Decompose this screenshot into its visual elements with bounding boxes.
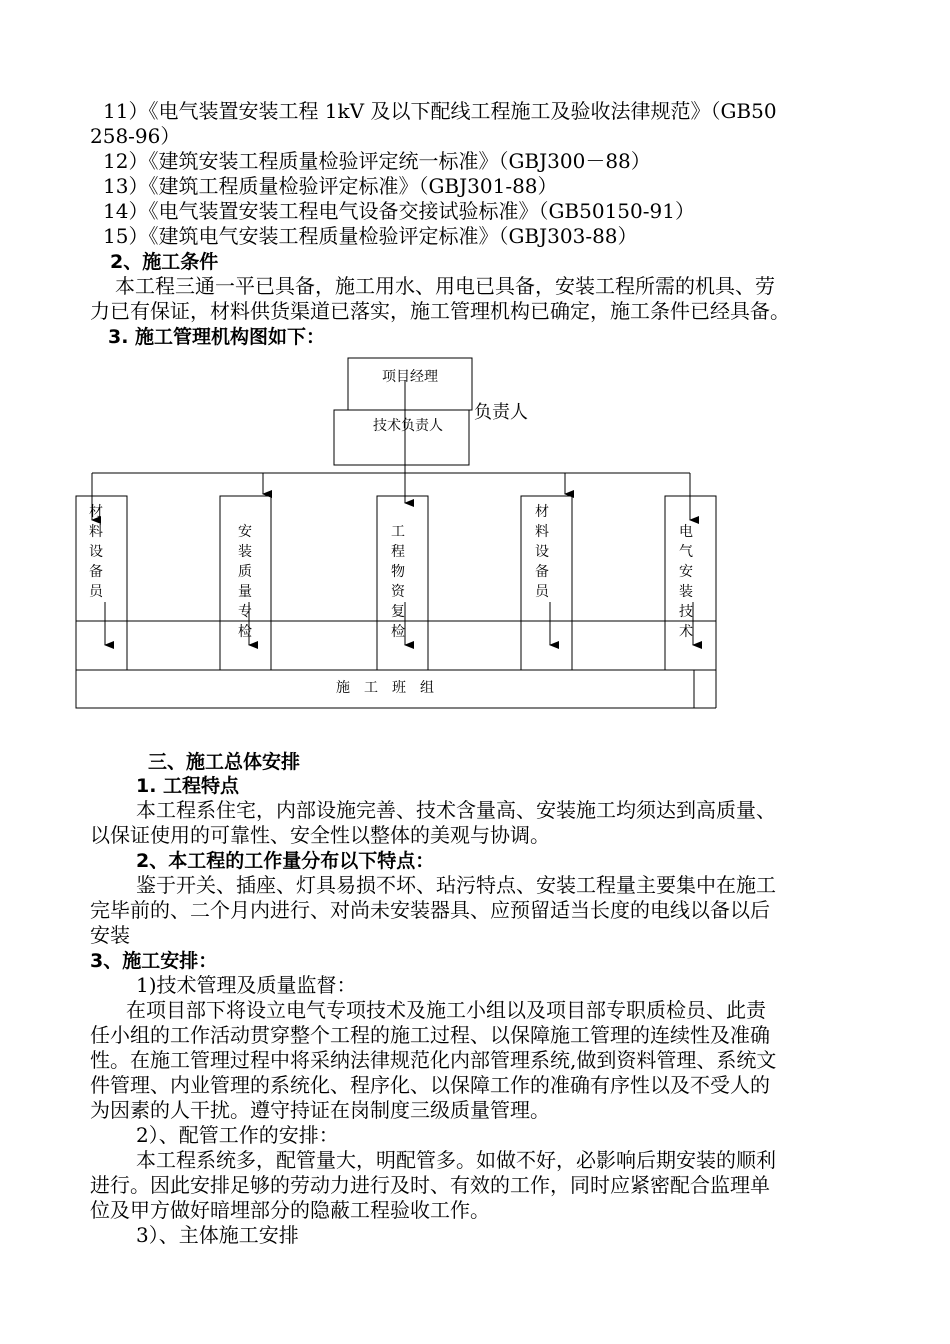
org-col-label: 工程物资复检 xyxy=(391,524,405,640)
org-col-label: 电气安装技术 xyxy=(679,524,693,640)
section-title: 三、施工总体安排 xyxy=(148,751,301,773)
org-col-label: 材料设备员 xyxy=(89,504,103,600)
org-overflow-label: 负责人 xyxy=(474,402,528,423)
section-title: 1. 工程特点 xyxy=(136,775,240,797)
org-col-label: 安装质量专检 xyxy=(238,524,252,640)
paragraph-line: 件管理、内业管理的系统化、程序化、以保障工作的准确有序性以及不受人的 xyxy=(90,1073,770,1097)
paragraph-line: 本工程系统多，配管量大，明配管多。如做不好，必影响后期安装的顺利 xyxy=(136,1148,776,1172)
paragraph-line: 进行。因此安排足够的劳动力进行及时、有效的工作，同时应紧密配合监理单 xyxy=(90,1173,770,1197)
paragraph-line: 安装 xyxy=(90,923,130,947)
paragraph-line: 力已有保证，材料供货渠道已落实，施工管理机构已确定，施工条件已经具备。 xyxy=(90,299,790,323)
subsection-title: 2）、配管工作的安排： xyxy=(136,1123,339,1147)
paragraph-line: 以保证使用的可靠性、安全性以整体的美观与协调。 xyxy=(90,823,550,847)
standard-line: 13）《建筑工程质量检验评定标准》（GBJ301-88） xyxy=(103,174,558,198)
subsection-title: 1)技术管理及质量监督： xyxy=(136,973,357,997)
org-top-label: 项目经理 xyxy=(382,369,438,385)
paragraph-line: 本工程系住宅，内部设施完善、技术含量高、安装施工均须达到高质量、 xyxy=(136,798,776,822)
paragraph-line: 位及甲方做好暗埋部分的隐蔽工程验收工作。 xyxy=(90,1198,490,1222)
standard-line: 12）《建筑安装工程质量检验评定统一标准》（GBJ300－88） xyxy=(103,149,651,173)
paragraph-line: 在项目部下将设立电气专项技术及施工小组以及项目部专职质检员、此责 xyxy=(126,998,766,1022)
standard-line: 11）《电气装置安装工程 1kV 及以下配线工程施工及验收法律规范》（GB50 xyxy=(103,99,777,123)
org-second-label: 技术负责人 xyxy=(373,418,443,434)
subsection-title: 3）、主体施工安排 xyxy=(136,1223,299,1247)
section-title: 3. 施工管理机构图如下： xyxy=(108,326,326,348)
section-title: 3、施工安排： xyxy=(90,950,218,972)
org-col-label: 材料设备员 xyxy=(535,504,549,600)
paragraph-line: 任小组的工作活动贯穿整个工程的施工过程、以保障施工管理的连续性及准确 xyxy=(90,1023,770,1047)
section-title: 2、施工条件 xyxy=(110,251,219,273)
paragraph-line: 鉴于开关、插座、灯具易损不坏、玷污特点、安装工程量主要集中在施工 xyxy=(136,873,776,897)
standard-line: 258-96） xyxy=(90,124,181,148)
standard-line: 15）《建筑电气安装工程质量检验评定标准》（GBJ303-88） xyxy=(103,224,638,248)
standard-line: 14）《电气装置安装工程电气设备交接试验标准》（GB50150-91） xyxy=(103,199,695,223)
paragraph-line: 完毕前的、二个月内进行、对尚未安装器具、应预留适当长度的电线以备以后 xyxy=(90,898,770,922)
paragraph-line: 为因素的人干扰。遵守持证在岗制度三级质量管理。 xyxy=(90,1098,550,1122)
org-bottom-label: 施 工 班 组 xyxy=(336,680,434,696)
paragraph-line: 本工程三通一平已具备，施工用水、用电已具备，安装工程所需的机具、劳 xyxy=(115,274,775,298)
paragraph-line: 性。在施工管理过程中将采纳法律规范化内部管理系统,做到资料管理、系统文 xyxy=(90,1048,777,1072)
section-title: 2、本工程的工作量分布以下特点： xyxy=(136,850,435,872)
